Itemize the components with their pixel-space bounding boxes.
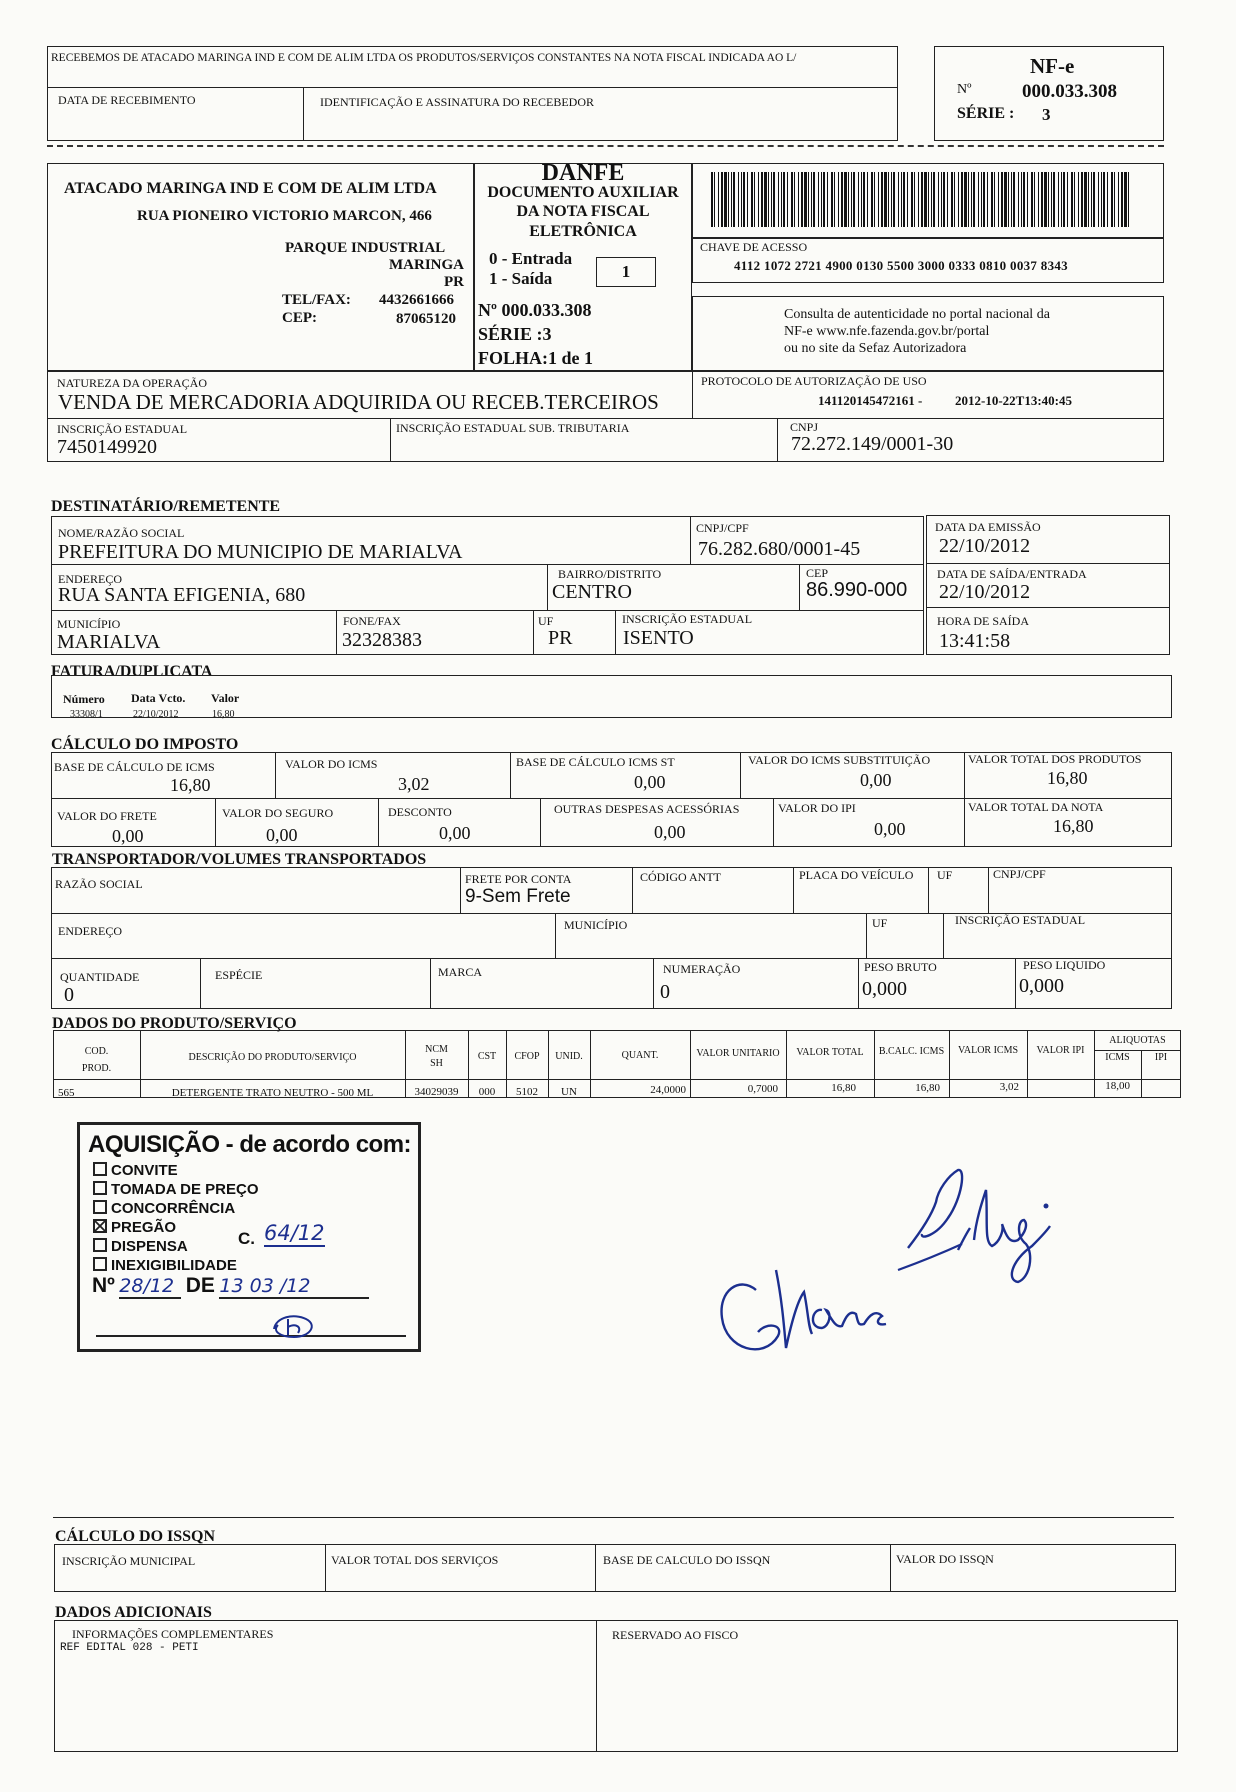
col-vipi: VALOR IPI	[1036, 1045, 1085, 1056]
dest-uf: PR	[548, 627, 573, 649]
stamp-option	[93, 1199, 259, 1218]
outras: 0,00	[654, 822, 686, 842]
transp-uf-label: UF	[937, 868, 953, 882]
emitente-tel-label: TEL/FAX:	[282, 292, 351, 308]
data-recebimento-label: DATA DE RECEBIMENTO	[58, 93, 196, 107]
stamp-num-row	[92, 1275, 369, 1299]
transporte-box	[51, 867, 1172, 1009]
stamp-title: AQUISIÇÃO - de acordo com:	[88, 1131, 412, 1158]
transp-razao-label: RAZÃO SOCIAL	[55, 877, 143, 891]
transp-municipio-label: MUNICÍPIO	[564, 918, 628, 932]
seguro-label: VALOR DO SEGURO	[222, 806, 334, 820]
dest-uf-label: UF	[538, 614, 554, 628]
ipi-label: VALOR DO IPI	[778, 801, 856, 815]
stamp-option-label: PREGÃO	[111, 1219, 177, 1236]
info-label: INFORMAÇÕES COMPLEMENTARES	[72, 1627, 274, 1641]
stamp-option-label: CONVITE	[111, 1162, 178, 1179]
ipi: 0,00	[874, 819, 906, 839]
natureza-value: VENDA DE MERCADORIA ADQUIRIDA OU RECEB.TERCEIROS	[58, 390, 659, 414]
col-vicms: VALOR ICMS	[957, 1045, 1019, 1056]
row-cfop: 5102	[516, 1086, 538, 1098]
emitente-cep: 87065120	[396, 311, 456, 327]
dest-municipio: MARIALVA	[57, 631, 161, 653]
produtos-section: DADOS DO PRODUTO/SERVIÇO	[52, 1015, 297, 1032]
consulta-line2: NF-e www.nfe.fazenda.gov.br/portal	[784, 324, 990, 339]
checked-box-icon	[93, 1219, 107, 1233]
stamp-option	[93, 1237, 259, 1256]
col-ncm: NCM	[425, 1044, 448, 1055]
emitente-uf: PR	[444, 274, 464, 290]
dest-endereco-label: ENDEREÇO	[58, 572, 122, 586]
natureza-row	[47, 371, 1164, 462]
danfe-line2: DA NOTA FISCAL	[516, 203, 650, 220]
transp-frete-label: FRETE POR CONTA	[465, 872, 572, 886]
dest-fone-label: FONE/FAX	[343, 614, 401, 628]
dest-bairro: CENTRO	[552, 581, 632, 603]
col-aliq-icms: ICMS	[1105, 1052, 1130, 1063]
transp-peso-bruto-label: PESO BRUTO	[864, 960, 937, 974]
col-cod: COD.	[84, 1046, 109, 1057]
danfe-numero: Nº 000.033.308	[478, 300, 592, 320]
checkbox-icon	[93, 1181, 107, 1195]
ie-value: 7450149920	[57, 436, 157, 458]
total-nota-label: VALOR TOTAL DA NOTA	[968, 800, 1104, 814]
transp-qtd-label: QUANTIDADE	[60, 970, 140, 984]
ie-label: INSCRIÇÃO ESTADUAL	[57, 422, 188, 436]
transp-numeracao-label: NUMERAÇÃO	[663, 962, 741, 976]
checkbox-icon	[93, 1257, 107, 1271]
transp-cnpj-label: CNPJ/CPF	[993, 867, 1046, 881]
dest-municipio-label: MUNICÍPIO	[57, 617, 121, 631]
fatura-valor: 16,80	[212, 709, 235, 720]
hora-value: 13:41:58	[939, 630, 1011, 652]
total-nota: 16,80	[1053, 816, 1094, 836]
issqn-section: CÁLCULO DO ISSQN	[55, 1528, 216, 1545]
desconto: 0,00	[439, 823, 471, 843]
emitente-nome: ATACADO MARINGA IND E COM DE ALIM LTDA	[64, 180, 437, 197]
col-cfop: CFOP	[514, 1051, 540, 1062]
stamp-option	[93, 1161, 259, 1180]
danfe-title: DANFE	[541, 160, 625, 186]
nfe-serie-label: SÉRIE :	[957, 105, 1015, 122]
total-prod: 16,80	[1047, 768, 1088, 788]
stamp-options	[93, 1161, 259, 1275]
issqn-box	[54, 1544, 1176, 1592]
col-aliq-ipi: IPI	[1154, 1052, 1168, 1063]
stamp-option	[93, 1218, 259, 1237]
valor-st-label: VALOR DO ICMS SUBSTITUIÇÃO	[748, 753, 931, 767]
adicionais-section: DADOS ADICIONAIS	[55, 1604, 212, 1621]
danfe-serie: SÉRIE :3	[478, 324, 552, 344]
transp-marca-label: MARCA	[438, 965, 483, 979]
stamp-option-label: DISPENSA	[111, 1238, 188, 1255]
col-quant: QUANT.	[621, 1050, 659, 1061]
danfe-line3: ELETRÔNICA	[529, 223, 637, 240]
dest-nome-label: NOME/RAZÃO SOCIAL	[58, 526, 185, 540]
ie-st-label: INSCRIÇÃO ESTADUAL SUB. TRIBUTARIA	[396, 421, 630, 435]
stamp-option-label: CONCORRÊNCIA	[111, 1200, 236, 1217]
dest-cep-label: CEP	[806, 566, 829, 580]
chave-label: CHAVE DE ACESSO	[700, 240, 808, 254]
stamp-option	[93, 1256, 259, 1275]
col-unid: UNID.	[555, 1051, 583, 1062]
assinatura-label: IDENTIFICAÇÃO E ASSINATURA DO RECEBEDOR	[320, 95, 595, 109]
stamp-option-label: INEXIGIBILIDADE	[111, 1257, 237, 1274]
danfe-saida: 1 - Saída	[489, 269, 553, 288]
signature	[700, 1150, 1120, 1380]
transp-peso-bruto: 0,000	[862, 978, 907, 1000]
row-ncm: 34029039	[414, 1086, 459, 1098]
transp-ie-label: INSCRIÇÃO ESTADUAL	[955, 913, 1086, 927]
fatura-numero: 33308/1	[70, 709, 103, 720]
frete-label: VALOR DO FRETE	[57, 809, 157, 823]
transp-peso-liq: 0,000	[1019, 975, 1064, 997]
transp-especie-label: ESPÉCIE	[215, 968, 263, 982]
row-vunit: 0,7000	[747, 1083, 778, 1095]
emitente-cidade: MARINGA	[389, 257, 464, 273]
dest-bairro-label: BAIRRO/DISTRITO	[558, 567, 662, 581]
row-quant: 24,0000	[650, 1084, 686, 1096]
natureza-label: NATUREZA DA OPERAÇÃO	[57, 376, 208, 390]
transporte-section: TRANSPORTADOR/VOLUMES TRANSPORTADOS	[52, 851, 427, 868]
stamp-initials	[266, 1311, 326, 1341]
emitente-cep-label: CEP:	[282, 310, 317, 326]
valor-icms-label: VALOR DO ICMS	[285, 757, 378, 771]
row-bcalc: 16,80	[915, 1082, 940, 1094]
col-prod: PROD.	[81, 1063, 112, 1074]
col-aliq: ALIQUOTAS	[1109, 1035, 1166, 1046]
row-cst: 000	[478, 1086, 496, 1098]
col-cst: CST	[477, 1051, 497, 1062]
transp-endereco-label: ENDEREÇO	[58, 924, 122, 938]
fisco-label: RESERVADO AO FISCO	[612, 1628, 739, 1642]
row-vicms: 3,02	[999, 1081, 1019, 1093]
col-sh: SH	[430, 1058, 443, 1069]
row-cod: 565	[58, 1087, 75, 1099]
transp-uf2-label: UF	[872, 916, 888, 930]
transp-antt-label: CÓDIGO ANTT	[640, 870, 721, 884]
dest-cnpj: 76.282.680/0001-45	[698, 538, 861, 560]
transp-peso-liq-label: PESO LIQUIDO	[1023, 958, 1106, 972]
frete: 0,00	[112, 826, 144, 846]
transp-qtd: 0	[64, 984, 74, 1006]
dest-ie: ISENTO	[623, 627, 694, 649]
hora-label: HORA DE SAÍDA	[937, 614, 1030, 628]
stamp-option	[93, 1180, 259, 1199]
consulta-line1: Consulta de autenticidade no portal nacional da	[784, 307, 1050, 322]
stamp-num-value: 28/12	[119, 1275, 181, 1299]
stamp-option-label: TOMADA DE PREÇO	[111, 1181, 259, 1198]
issqn-base-label: BASE DE CALCULO DO ISSQN	[603, 1553, 771, 1567]
outras-label: OUTRAS DESPESAS ACESSÓRIAS	[554, 802, 740, 816]
protocolo-data: 2012-10-22T13:40:45	[955, 393, 1072, 408]
checkbox-icon	[93, 1238, 107, 1252]
fatura-vcto: 22/10/2012	[133, 709, 179, 720]
dest-fone: 32328383	[342, 629, 422, 651]
valor-st: 0,00	[860, 770, 892, 790]
canhoto-recebemos: RECEBEMOS DE ATACADO MARINGA IND E COM DE ALIM LTDA OS PRODUTOS/SERVIÇOS CONSTANTES NA NOTA FISCAL INDICADA AO L/	[51, 52, 797, 64]
base-icms-label: BASE DE CÁLCULO DE ICMS	[54, 760, 215, 774]
row-vtotal: 16,80	[831, 1082, 856, 1094]
imposto-section: CÁLCULO DO IMPOSTO	[51, 736, 239, 753]
destinatario-section: DESTINATÁRIO/REMETENTE	[51, 498, 281, 515]
checkbox-icon	[93, 1162, 107, 1176]
valor-icms: 3,02	[398, 774, 430, 794]
nfe-serie: 3	[1042, 105, 1051, 124]
transp-placa-label: PLACA DO VEÍCULO	[799, 868, 914, 882]
cnpj-label: CNPJ	[790, 420, 819, 434]
issqn-servicos-label: VALOR TOTAL DOS SERVIÇOS	[331, 1553, 499, 1567]
issqn-valor-label: VALOR DO ISSQN	[896, 1552, 994, 1566]
nfe-label: NF-e	[1030, 54, 1075, 78]
emitente-bairro: PARQUE INDUSTRIAL	[285, 240, 446, 256]
danfe-folha: FOLHA:1 de 1	[478, 348, 593, 368]
col-vunit: VALOR UNITARIO	[696, 1048, 780, 1059]
transp-numeracao: 0	[660, 981, 670, 1003]
emissao-value: 22/10/2012	[939, 535, 1031, 557]
saida-value: 22/10/2012	[939, 581, 1031, 603]
col-desc: DESCRIÇÃO DO PRODUTO/SERVIÇO	[188, 1052, 357, 1063]
desconto-label: DESCONTO	[388, 805, 452, 819]
col-bcalc: B.CALC. ICMS	[878, 1046, 945, 1057]
transp-frete: 9-Sem Frete	[465, 886, 571, 907]
saida-label: DATA DE SAÍDA/ENTRADA	[937, 567, 1087, 581]
consulta-line3: ou no site da Sefaz Autorizadora	[784, 341, 967, 356]
dest-ie-label: INSCRIÇÃO ESTADUAL	[622, 612, 753, 626]
seguro: 0,00	[266, 825, 298, 845]
nfe-numero-label: Nº	[957, 82, 972, 97]
chave-value: 4112 1072 2721 4900 0130 5500 3000 0333 0810 0037 8343	[734, 258, 1068, 273]
access-key-barcode	[711, 172, 1131, 227]
fatura-vcto-label: Data Vcto.	[131, 691, 186, 705]
fatura-valor-label: Valor	[211, 691, 240, 705]
dest-cep: 86.990-000	[806, 579, 908, 601]
emitente-endereco: RUA PIONEIRO VICTORIO MARCON, 466	[137, 208, 432, 224]
cnpj-value: 72.272.149/0001-30	[791, 433, 954, 455]
danfe-entrada: 0 - Entrada	[489, 249, 573, 268]
row-aliq-icms: 18,00	[1105, 1080, 1130, 1092]
fatura-section: FATURA/DUPLICATA	[51, 663, 213, 680]
stamp-c-value: 64/12	[264, 1221, 325, 1245]
protocolo-label: PROTOCOLO DE AUTORIZAÇÃO DE USO	[701, 374, 927, 388]
stamp-de-label: DE	[185, 1274, 215, 1297]
danfe-line1: DOCUMENTO AUXILIAR	[487, 184, 679, 201]
issqn-im-label: INSCRIÇÃO MUNICIPAL	[62, 1554, 196, 1568]
row-unid: UN	[561, 1086, 577, 1098]
base-icms: 16,80	[170, 775, 211, 795]
fatura-numero-label: Número	[63, 692, 105, 706]
dest-endereco: RUA SANTA EFIGENIA, 680	[58, 584, 306, 606]
emissao-label: DATA DA EMISSÃO	[935, 520, 1041, 534]
col-vtotal: VALOR TOTAL	[796, 1047, 864, 1058]
stamp-num-label: Nº	[92, 1274, 115, 1297]
dest-nome: PREFEITURA DO MUNICIPIO DE MARIALVA	[58, 541, 463, 563]
info-value: REF EDITAL 028 - PETI	[60, 1642, 199, 1654]
checkbox-icon	[93, 1200, 107, 1214]
stamp-date-value: 13 03 /12	[219, 1275, 369, 1299]
protocolo-value: 141120145472161 -	[818, 393, 923, 408]
nfe-numero: 000.033.308	[1022, 81, 1117, 102]
stamp-c-label: C.	[238, 1229, 255, 1248]
base-st: 0,00	[634, 772, 666, 792]
danfe-tipo: 1	[596, 257, 656, 287]
row-desc: DETERGENTE TRATO NEUTRO - 500 ML	[171, 1087, 374, 1099]
dest-cnpj-label: CNPJ/CPF	[696, 521, 749, 535]
aquisicao-stamp	[77, 1122, 421, 1352]
base-st-label: BASE DE CÁLCULO ICMS ST	[516, 755, 675, 769]
emitente-tel: 4432661666	[379, 292, 454, 308]
total-prod-label: VALOR TOTAL DOS PRODUTOS	[968, 752, 1142, 766]
